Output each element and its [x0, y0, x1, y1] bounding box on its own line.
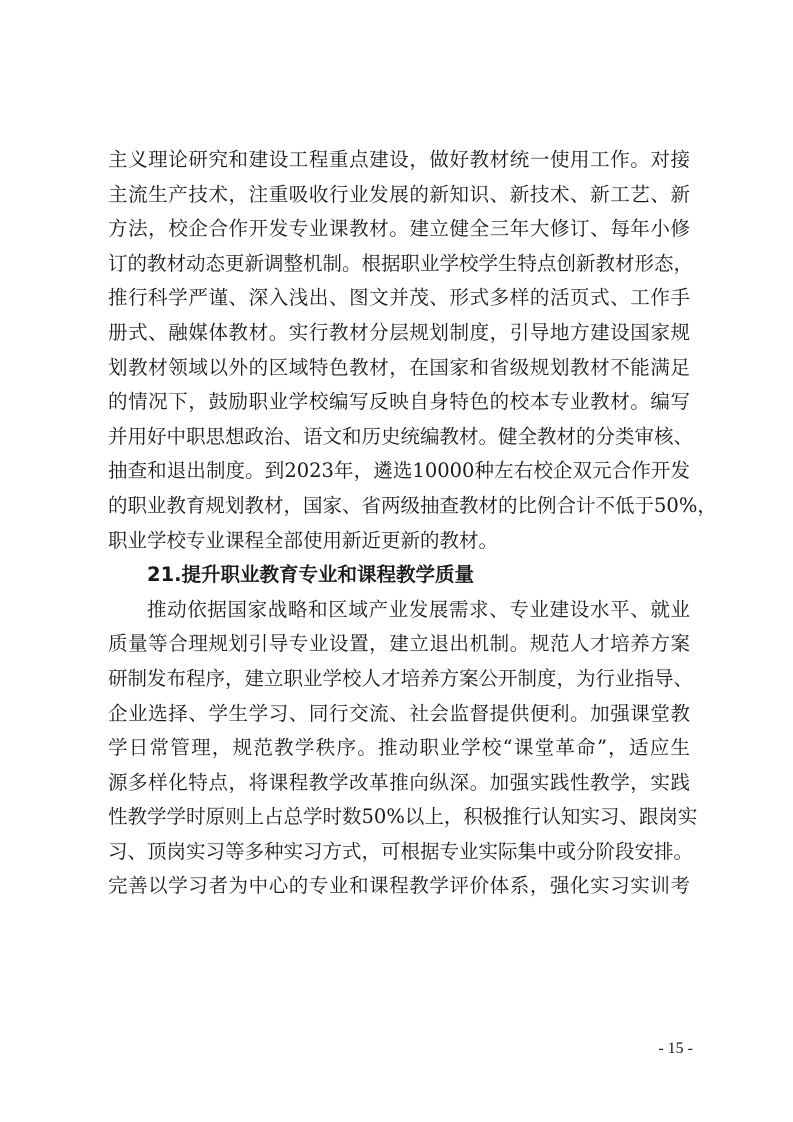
paragraph-line: 册式、融媒体教材。实行教材分层规划制度，引导地方建设国家规 [108, 320, 690, 344]
paragraph-line: 职业学校专业课程全部使用新近更新的教材。 [108, 528, 499, 552]
paragraph-line: 订的教材动态更新调整机制。根据职业学校学生特点创新教材形态， [108, 251, 694, 275]
paragraph-line: 抽查和退出制度。到2023年，遴选10000种左右校企双元合作开发 [108, 459, 690, 483]
paragraph-line: 质量等合理规划引导专业设置，建立退出机制。规范人才培养方案 [108, 632, 690, 656]
paragraph-line: 研制发布程序，建立职业学校人才培养方案公开制度，为行业指导、 [108, 666, 694, 690]
paragraph-line: 推行科学严谨、深入浅出、图文并茂、形式多样的活页式、工作手 [108, 286, 690, 310]
paragraph-line: 企业选择、学生学习、同行交流、社会监督提供便利。加强课堂教 [108, 701, 690, 725]
paragraph-line: 学日常管理，规范教学秩序。推动职业学校“课堂革命”，适应生 [108, 736, 690, 760]
paragraph-line: 主义理论研究和建设工程重点建设，做好教材统一使用工作。对接 [108, 148, 690, 171]
paragraph-line: 性教学学时原则上占总学时数50%以上，积极推行认知实习、跟岗实 [108, 805, 698, 829]
body-text [108, 143, 717, 904]
paragraph-line: 主流生产技术，注重吸收行业发展的新知识、新技术、新工艺、新 [108, 182, 690, 206]
paragraph-line: 推动依据国家战略和区域产业发展需求、专业建设水平、就业 [147, 597, 690, 621]
paragraph-line: 的职业教育规划教材，国家、省两级抽查教材的比例合计不低于50%， [108, 493, 717, 517]
paragraph-line: 完善以学习者为中心的专业和课程教学评价体系，强化实习实训考 [108, 874, 690, 898]
paragraph-line: 习、顶岗实习等多种实习方式，可根据专业实际集中或分阶段安排。 [108, 839, 694, 863]
paragraph-line: 并用好中职思想政治、语文和历史统编教材。健全教材的分类审核、 [108, 424, 694, 448]
section-heading: 21.提升职业教育专业和课程教学质量 [147, 563, 475, 587]
paragraph-line: 源多样化特点，将课程教学改革推向纵深。加强实践性教学，实践 [108, 770, 690, 794]
paragraph-line: 方法，校企合作开发专业课教材。建立健全三年大修订、每年小修 [108, 217, 690, 241]
paragraph-line: 的情况下，鼓励职业学校编写反映自身特色的校本专业教材。编写 [108, 390, 690, 414]
page-number: - 15 - [658, 1040, 693, 1057]
paragraph-line: 划教材领域以外的区域特色教材，在国家和省级规划教材不能满足 [108, 355, 690, 379]
